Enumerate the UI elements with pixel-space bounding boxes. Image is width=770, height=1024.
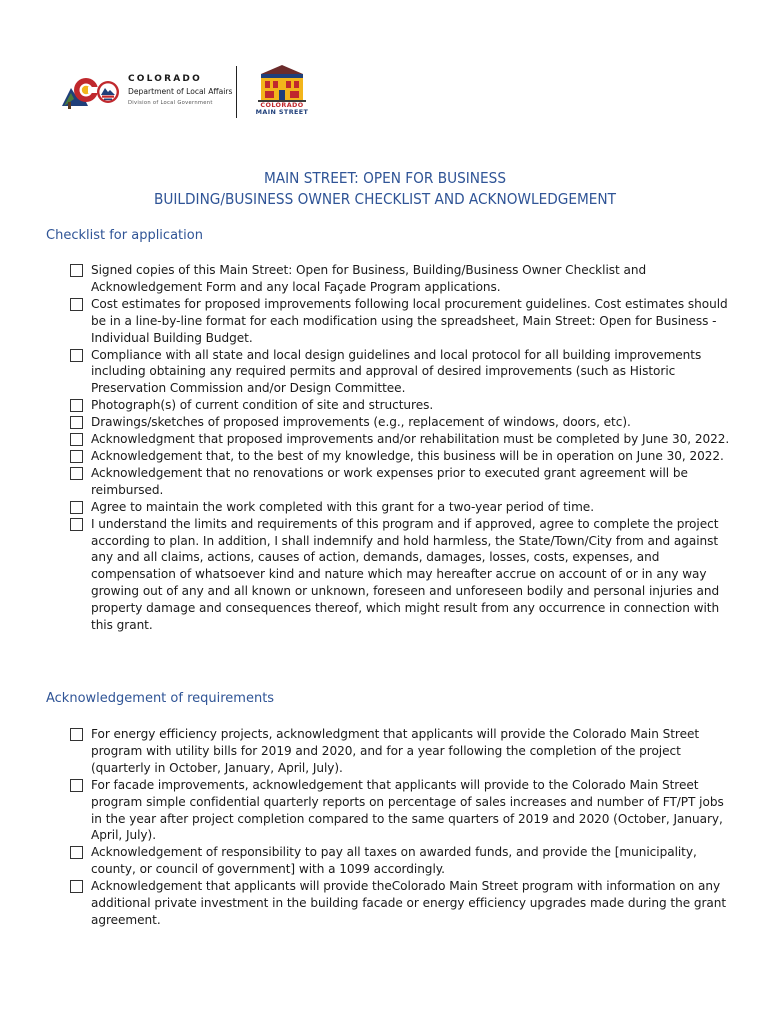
section-heading-checklist: Checklist for application <box>46 228 203 243</box>
document-title-line1: MAIN STREET: OPEN FOR BUSINESS <box>263 169 507 187</box>
department-label: Department of Local Affairs <box>128 87 233 96</box>
checkbox[interactable] <box>70 399 83 412</box>
checkbox[interactable] <box>70 433 83 446</box>
checklist-item-text: Cost estimates for proposed improvements following local procurement guidelines. Cost estimates should be in a line-by-line format for each modification using the spreadsheet, Main Street: Open for Business - Individual Building Budget. <box>91 296 728 345</box>
checklist-item <box>70 448 732 465</box>
checklist-item-text: Acknowledgement that applicants will provide theColorado Main Street program with information on any additional private investment in the building facade or energy efficiency upgrades made during the grant agreement. <box>91 879 727 927</box>
checkbox[interactable] <box>70 467 83 480</box>
checklist-item <box>70 397 732 414</box>
checklist-application <box>70 262 732 634</box>
checklist-requirements <box>70 726 732 929</box>
checklist-item-text: Acknowledgement that, to the best of my knowledge, this business will be in operation on June 30, 2022. <box>91 448 724 463</box>
checklist-item-text: Acknowledgement that no renovations or work expenses prior to executed grant agreement will be reimbursed. <box>91 465 688 497</box>
checklist-item <box>70 347 732 398</box>
checklist-item <box>70 726 732 777</box>
checklist-item-text: Acknowledgement of responsibility to pay all taxes on awarded funds, and provide the [municipality, county, or council of government] with a 1099 accordingly. <box>91 845 697 877</box>
section-heading-acknowledgement: Acknowledgement of requirements <box>46 691 275 706</box>
department-subtitle: Division of Local Government <box>128 100 213 106</box>
checklist-item <box>70 499 732 516</box>
main-street-logo-line2: MAIN STREET <box>255 108 309 116</box>
checkbox[interactable] <box>70 846 83 859</box>
checklist-item <box>70 414 732 431</box>
checkbox[interactable] <box>70 728 83 741</box>
checklist-item-text: Photograph(s) of current condition of site and structures. <box>91 398 434 413</box>
checkbox[interactable] <box>70 298 83 311</box>
colorado-label: COLORADO <box>128 74 202 84</box>
checkbox[interactable] <box>70 349 83 362</box>
logo-divider <box>236 66 237 118</box>
checklist-item-text: For facade improvements, acknowledgement that applicants will provide to the Colorado Main Street program simple confidential quarterly reports on percentage of sales increases and number of FT/PT jobs in the year after project completion compared to the same quarters of 2019 and 2020 (October, January, April, July). <box>91 777 724 843</box>
main-street-logo-line1: COLORADO <box>260 101 304 109</box>
checklist-item <box>70 844 732 878</box>
checklist-item-text: Compliance with all state and local design guidelines and local protocol for all building improvements including obtaining any required permits and approval of desired improvements (such as Historic Preservation Commission and/or Design Committee. <box>91 347 702 396</box>
checklist-item <box>70 262 732 296</box>
checkbox[interactable] <box>70 779 83 792</box>
colorado-logo-icon <box>60 72 122 112</box>
checklist-item-text: I understand the limits and requirements of this program and if approved, agree to complete the project according to plan. In addition, I shall indemnify and hold harmless, the State/Town/City from and against any and all claims, actions, causes of action, demands, damages, losses, costs, expenses, and compensation of whatsoever kind and nature which may hereafter accrue on account of or in any way growing out of any and all known or unknown, foreseen and unforeseen bodily and personal injuries and property damage and consequences thereof, which might result from any occurrence in connection with this grant. <box>91 516 720 633</box>
checklist-item-text: Signed copies of this Main Street: Open for Business, Building/Business Owner Checklist and Acknowledgement Form and any local Façade Program applications. <box>91 263 647 294</box>
checklist-item-text: Acknowledgment that proposed improvements and/or rehabilitation must be completed by June 30, 2022. <box>91 432 730 447</box>
checklist-item-text: Drawings/sketches of proposed improvements (e.g., replacement of windows, doors, etc). <box>91 415 631 430</box>
checkbox[interactable] <box>70 518 83 531</box>
checklist-item <box>70 431 732 448</box>
checklist-item-text: Agree to maintain the work completed with this grant for a two-year period of time. <box>91 499 594 514</box>
checklist-item-text: For energy efficiency projects, acknowledgment that applicants will provide the Colorado Main Street program with utility bills for 2019 and 2020, and for a year following the completion of the project (quarterly in October, January, April, July). <box>91 727 700 775</box>
checklist-item <box>70 878 732 929</box>
main-street-logo <box>252 64 312 122</box>
checkbox[interactable] <box>70 264 83 277</box>
document-title-line2: BUILDING/BUSINESS OWNER CHECKLIST AND ACKNOWLEDGEMENT <box>154 190 616 208</box>
checklist-item <box>70 777 732 845</box>
checklist-item <box>70 465 732 499</box>
main-street-building-icon <box>252 64 312 102</box>
checkbox[interactable] <box>70 416 83 429</box>
checkbox[interactable] <box>70 880 83 893</box>
checklist-item <box>70 296 732 347</box>
checkbox[interactable] <box>70 501 83 514</box>
checkbox[interactable] <box>70 450 83 463</box>
checklist-item <box>70 516 732 634</box>
